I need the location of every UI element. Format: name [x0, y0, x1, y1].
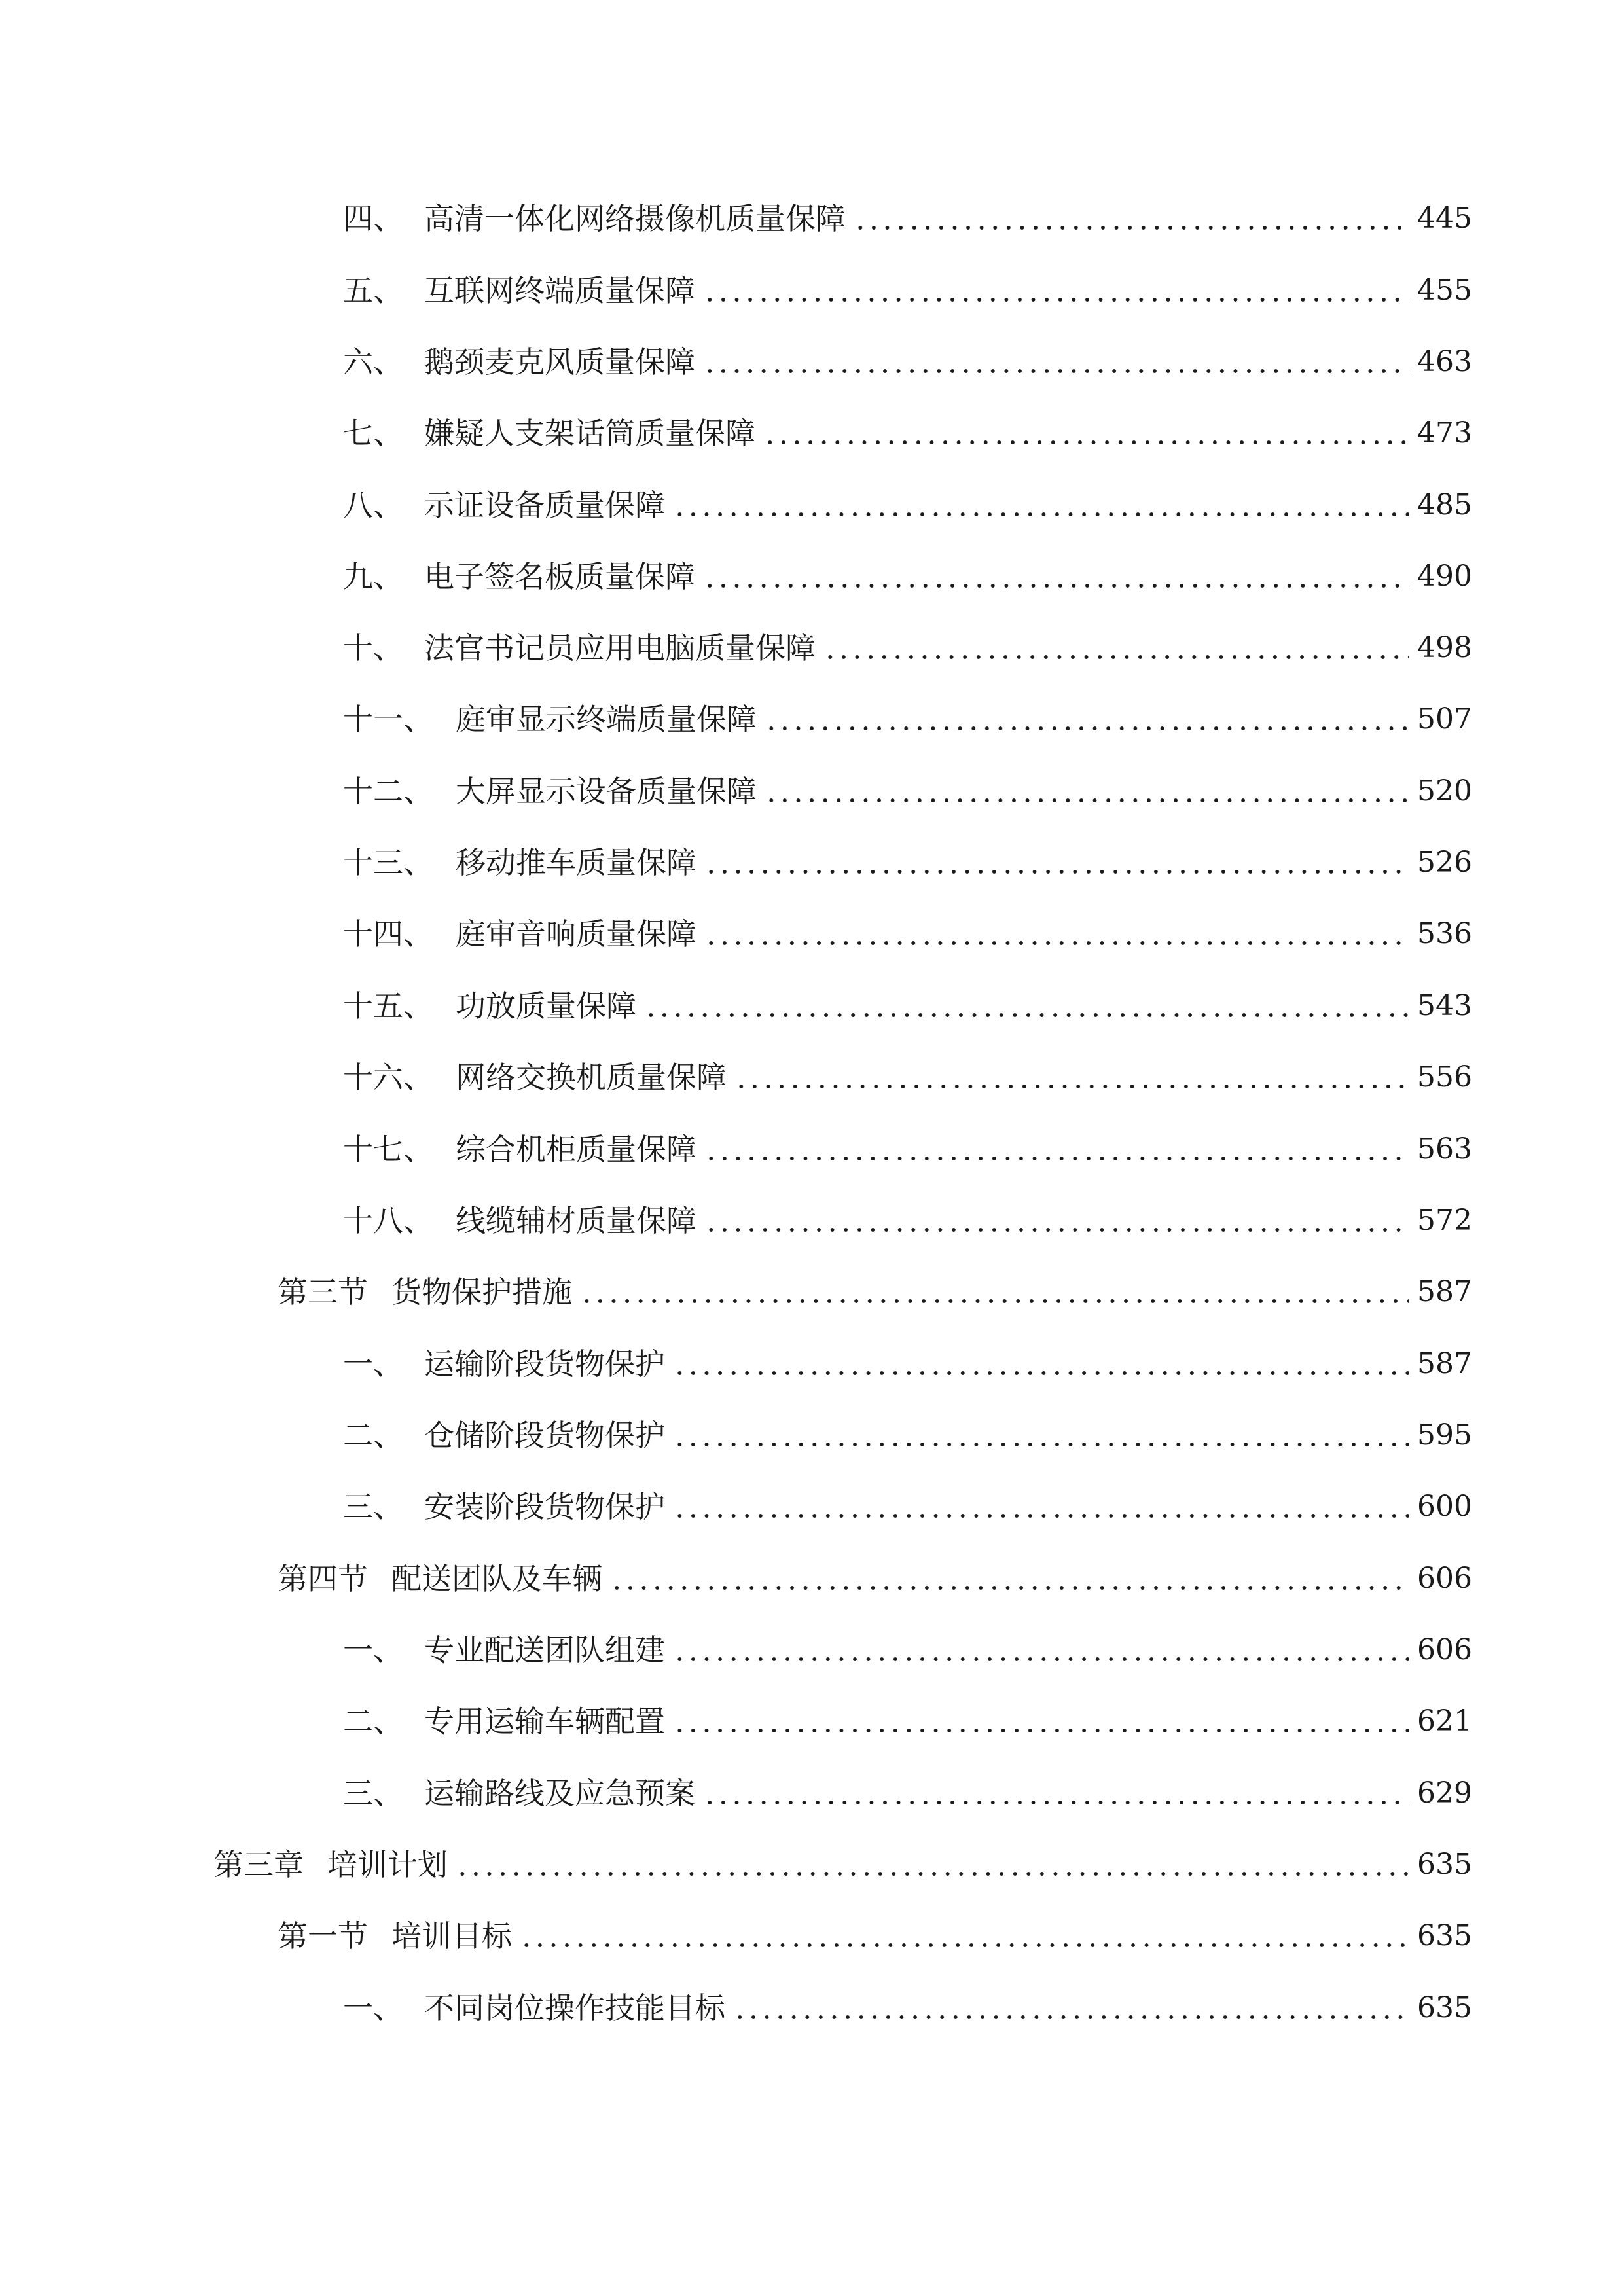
toc-entry[interactable] — [343, 696, 1472, 743]
toc-entry-number: 三、 — [343, 1489, 403, 1524]
toc-dot-leader — [673, 512, 1409, 517]
toc-entry-number: 一、 — [343, 1990, 403, 2026]
toc-entry[interactable] — [343, 553, 1472, 600]
toc-dot-leader — [580, 1299, 1409, 1304]
toc-entry-page: 526 — [1417, 846, 1472, 879]
toc-entry[interactable] — [343, 267, 1472, 314]
toc-entry-page: 606 — [1417, 1562, 1472, 1595]
toc-dot-leader — [823, 655, 1409, 660]
toc-entry-section[interactable] — [278, 1912, 1472, 1960]
toc-entry[interactable] — [343, 1412, 1472, 1459]
toc-dot-leader — [704, 941, 1409, 946]
toc-entry-number: 十一、 — [343, 702, 433, 737]
toc-dot-leader — [456, 1871, 1409, 1876]
toc-entry-title: 线缆辅材质量保障 — [456, 1203, 696, 1238]
toc-entry-page: 606 — [1417, 1633, 1472, 1666]
toc-entry-number: 十八、 — [343, 1203, 433, 1238]
toc-dot-leader — [703, 583, 1409, 588]
toc-dot-leader — [703, 297, 1409, 302]
toc-entry[interactable] — [343, 1197, 1472, 1244]
toc-dot-leader — [704, 1156, 1409, 1161]
toc-dot-leader — [673, 1371, 1409, 1376]
toc-entry[interactable] — [343, 195, 1472, 242]
toc-entry-page: 490 — [1417, 560, 1472, 593]
toc-entry-number: 一、 — [343, 1346, 403, 1382]
toc-entry-number: 第三章 — [213, 1847, 304, 1882]
toc-entry-title: 庭审显示终端质量保障 — [456, 702, 757, 737]
toc-entry-title: 运输路线及应急预案 — [424, 1776, 695, 1811]
toc-entry-page: 473 — [1417, 416, 1472, 450]
toc-dot-leader — [704, 1227, 1409, 1232]
toc-entry-title: 功放质量保障 — [456, 988, 636, 1024]
toc-dot-leader — [673, 1728, 1409, 1733]
toc-entry[interactable] — [343, 1483, 1472, 1530]
toc-entry-title: 培训目标 — [391, 1918, 512, 1954]
toc-dot-leader — [763, 440, 1409, 445]
toc-dot-leader — [734, 1084, 1409, 1089]
toc-entry-title: 专业配送团队组建 — [424, 1632, 665, 1668]
toc-entry-page: 485 — [1417, 488, 1472, 522]
toc-entry-title: 货物保护措施 — [391, 1274, 572, 1310]
toc-entry-title: 专用运输车辆配置 — [424, 1704, 665, 1739]
toc-entry-page: 536 — [1417, 917, 1472, 950]
toc-dot-leader — [673, 1657, 1409, 1662]
toc-entry[interactable] — [343, 1698, 1472, 1745]
toc-entry-number: 第三节 — [278, 1274, 368, 1310]
toc-entry[interactable] — [343, 1626, 1472, 1674]
toc-dot-leader — [704, 869, 1409, 874]
toc-entry-title: 移动推车质量保障 — [456, 845, 696, 880]
toc-entry-page: 635 — [1417, 1919, 1472, 1952]
toc-entry-title: 综合机柜质量保障 — [456, 1132, 696, 1167]
toc-entry-title: 不同岗位操作技能目标 — [424, 1990, 725, 2026]
toc-entry-number: 十七、 — [343, 1132, 433, 1167]
toc-entry-title: 培训计划 — [327, 1847, 448, 1882]
toc-dot-leader — [673, 1513, 1409, 1518]
toc-entry-number: 十三、 — [343, 845, 433, 880]
toc-entry[interactable] — [343, 1770, 1472, 1817]
toc-entry-title: 运输阶段货物保护 — [424, 1346, 665, 1382]
toc-entry-page: 520 — [1417, 774, 1472, 808]
toc-dot-leader — [854, 225, 1409, 230]
toc-dot-leader — [610, 1585, 1409, 1590]
toc-entry-number: 一、 — [343, 1632, 403, 1668]
toc-entry-number: 九、 — [343, 559, 403, 594]
toc-entry-page: 621 — [1417, 1704, 1472, 1738]
toc-dot-leader — [765, 726, 1409, 731]
toc-entry[interactable] — [343, 910, 1472, 958]
toc-entry-title: 仓储阶段货物保护 — [424, 1418, 665, 1453]
toc-entry[interactable] — [343, 768, 1472, 815]
toc-entry-page: 455 — [1417, 274, 1472, 307]
toc-entry[interactable] — [343, 1340, 1472, 1388]
toc-entry-number: 十六、 — [343, 1060, 433, 1095]
toc-dot-leader — [703, 368, 1409, 374]
toc-entry-title: 庭审音响质量保障 — [456, 916, 696, 952]
toc-dot-leader — [733, 2015, 1409, 2020]
toc-entry[interactable] — [343, 1984, 1472, 2032]
toc-entry[interactable] — [343, 982, 1472, 1030]
toc-entry-number: 十四、 — [343, 916, 433, 952]
toc-entry-title: 互联网终端质量保障 — [424, 273, 695, 308]
toc-entry-page: 498 — [1417, 631, 1472, 664]
toc-entry-title: 配送团队及车辆 — [391, 1561, 602, 1596]
toc-entry-page: 543 — [1417, 989, 1472, 1022]
toc-entry-chapter[interactable] — [213, 1841, 1472, 1888]
toc-entry[interactable] — [343, 624, 1472, 672]
toc-dot-leader — [703, 1800, 1409, 1805]
toc-entry-number: 十二、 — [343, 774, 433, 809]
toc-entry[interactable] — [343, 410, 1472, 457]
toc-entry-title: 电子签名板质量保障 — [424, 559, 695, 594]
toc-entry-page: 635 — [1417, 1848, 1472, 1881]
toc-entry-number: 第四节 — [278, 1561, 368, 1596]
toc-dot-leader — [644, 1013, 1409, 1018]
toc-entry-number: 十五、 — [343, 988, 433, 1024]
toc-entry-number: 四、 — [343, 201, 403, 236]
toc-entry[interactable] — [343, 1054, 1472, 1101]
toc-entry-page: 629 — [1417, 1776, 1472, 1810]
toc-entry-title: 网络交换机质量保障 — [456, 1060, 727, 1095]
toc-entry-number: 三、 — [343, 1776, 403, 1811]
toc-entry-number: 五、 — [343, 273, 403, 308]
toc-entry-number: 十、 — [343, 630, 403, 666]
toc-entry-page: 572 — [1417, 1204, 1472, 1237]
toc-entry-page: 635 — [1417, 1991, 1472, 2024]
toc-entry-page: 587 — [1417, 1275, 1472, 1308]
toc-entry-title: 法官书记员应用电脑质量保障 — [424, 630, 816, 666]
toc-entry-section[interactable] — [278, 1555, 1472, 1602]
toc-entry-section[interactable] — [278, 1268, 1472, 1316]
toc-entry-title: 大屏显示设备质量保障 — [456, 774, 757, 809]
toc-dot-leader — [520, 1943, 1409, 1948]
toc-entry-number: 八、 — [343, 488, 403, 523]
toc-entry-page: 556 — [1417, 1060, 1472, 1094]
toc-entry[interactable] — [343, 1126, 1472, 1173]
toc-entry-title: 示证设备质量保障 — [424, 488, 665, 523]
toc-entry-page: 463 — [1417, 345, 1472, 378]
toc-entry-number: 第一节 — [278, 1918, 368, 1954]
toc-entry-number: 二、 — [343, 1418, 403, 1453]
toc-entry-page: 563 — [1417, 1132, 1472, 1166]
toc-entry[interactable] — [343, 338, 1472, 386]
toc-dot-leader — [765, 798, 1409, 803]
toc-entry-page: 600 — [1417, 1490, 1472, 1523]
toc-entry-number: 七、 — [343, 416, 403, 451]
toc-entry[interactable] — [343, 482, 1472, 529]
toc-entry-title: 安装阶段货物保护 — [424, 1489, 665, 1524]
toc-entry-page: 445 — [1417, 202, 1472, 235]
toc-entry-page: 587 — [1417, 1347, 1472, 1380]
toc-entry-page: 595 — [1417, 1418, 1472, 1452]
toc-entry-title: 高清一体化网络摄像机质量保障 — [424, 201, 846, 236]
toc-entry[interactable] — [343, 839, 1472, 886]
toc-entry-number: 六、 — [343, 344, 403, 380]
toc-entry-page: 507 — [1417, 702, 1472, 736]
toc-entry-title: 嫌疑人支架话筒质量保障 — [424, 416, 755, 451]
toc-entry-title: 鹅颈麦克风质量保障 — [424, 344, 695, 380]
toc-dot-leader — [673, 1442, 1409, 1447]
toc-entry-number: 二、 — [343, 1704, 403, 1739]
